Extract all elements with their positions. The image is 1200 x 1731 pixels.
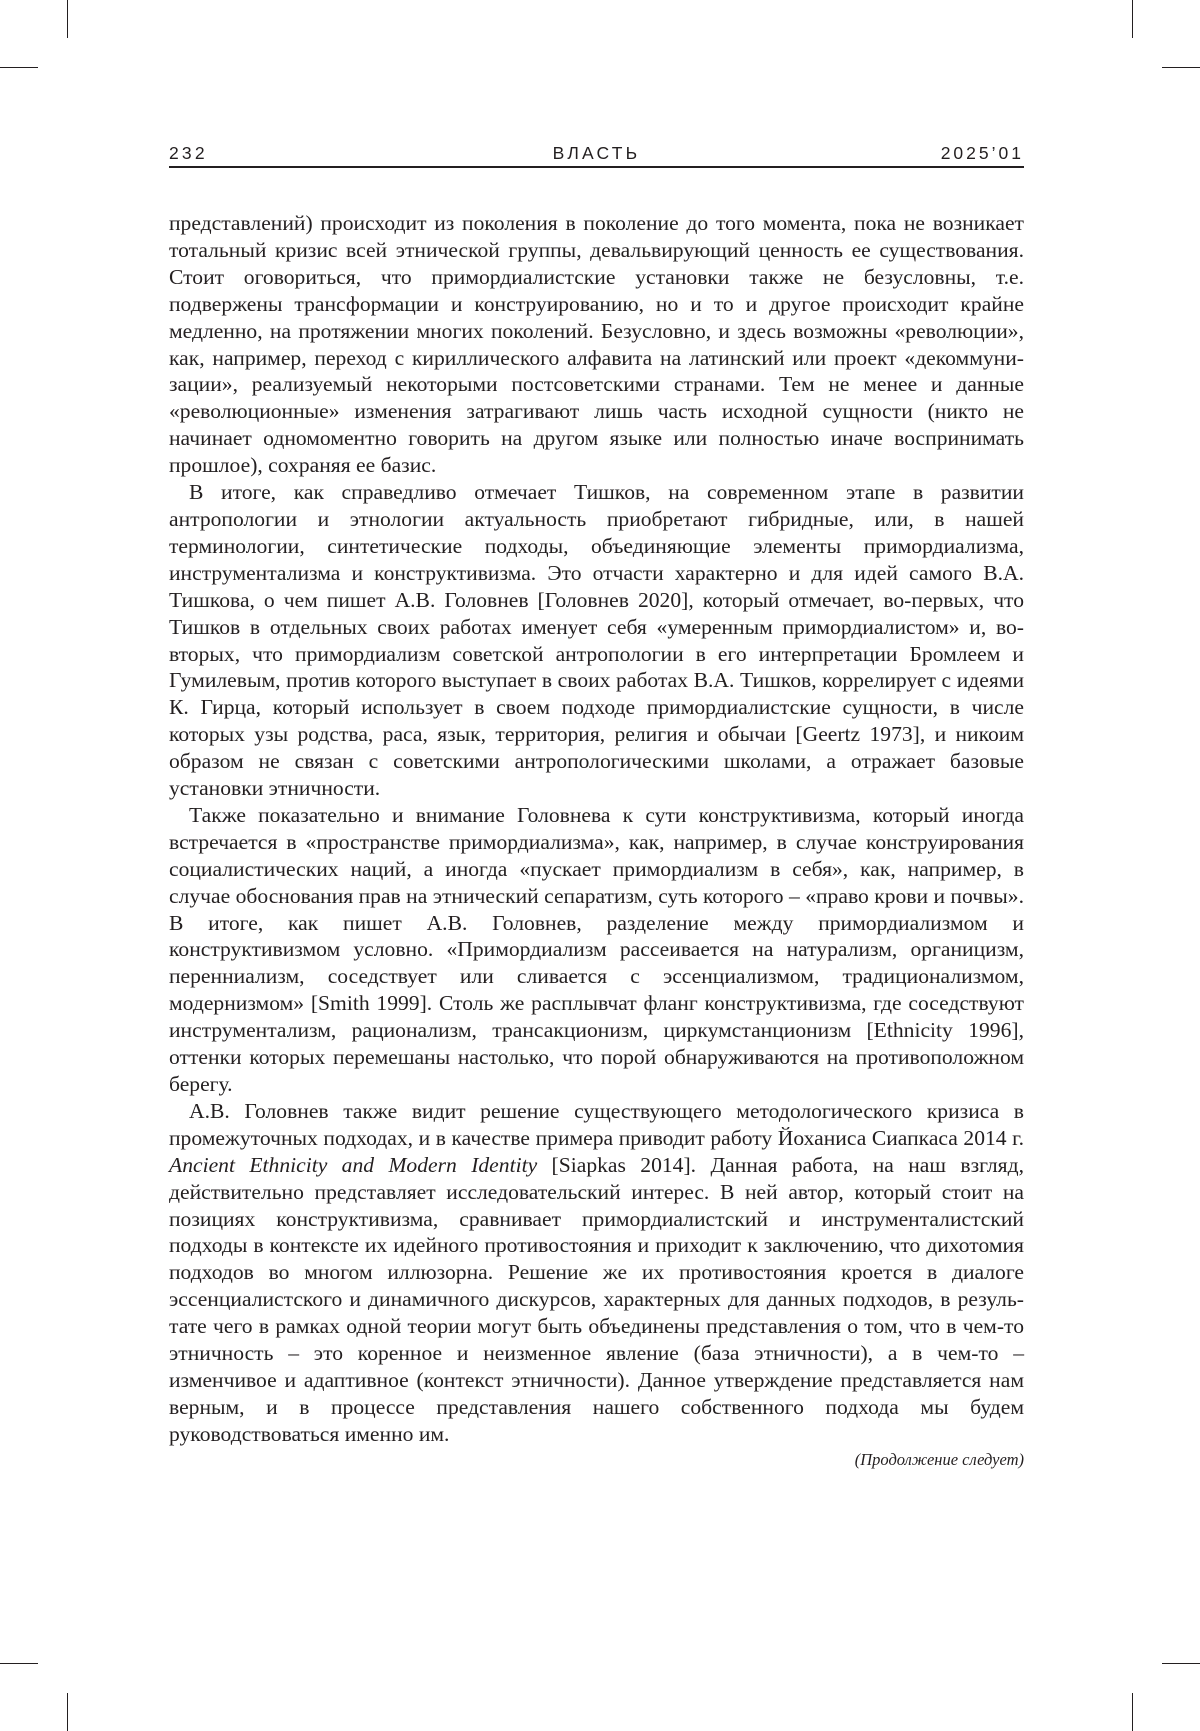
to-be-continued-note: (Продолжение следует) [854,1449,1024,1469]
paragraph-4-text-end: [Siapkas 2014]. Данная работа, на наш взгляд, действительно представляет исследовательский интерес. В ней автор, который стоит на позициях конструктивизма, сравнивает примордиалистский и инструменталистский подходы в контексте их идейного противостояния и приходит к заключению, что дихотомия подходов во многом иллюзорна. Решение же их противостояния кроется в диалоге эссенциалистского и динамичного дискурсов, характерных для данных подходов, в результате чего в рамках одной теории могут быть объединены представления о том, что в чем-то этничность – это коренное и неизменное явление (база этничности), а в чем-то – изменчивое и адаптивное (контекст этничности). Данное утверждение представляется нам верным, и в процессе представления нашего собственного подхода мы будем руководствоваться именно им. [169,1152,1024,1446]
issue-number: 2025’01 [940,143,1024,163]
crop-mark-top-left-v [67,0,68,38]
paragraph-3: Также показательно и внимание Головнева к сути конструктивизма, который иногда встречается в «пространстве примордиализма», как, например, в случае конструирования социалистических наций, а иногда «пускает примордиализм в себя», как, например, в случае обоснования прав на этнический сепаратизм, суть которого – «право крови и почвы». В итоге, как пишет А.В. Головнев, разделение между примордиализмом и конструктивизмом условно. «Примордиализм рассеивается на натурализм, органицизм, перенниализм, соседствует или сливается с эссенциализмом, традиционализмом, модернизмом» [Smith 1999]. Столь же расплывчат фланг конструктивизма, где соседствуют инструментализм, рационализм, трансакционизм, циркумстанционизм [Ethnicity 1996], оттенки которых перемешаны настолько, что порой обнаруживаются на противоположном берегу. [169,802,1024,1096]
paragraph-4-text-start: А.В. Головнев также видит решение существующего методологического кризиса в промежуточных подходах, и в качестве примера приводит работу Йоханиса Сиапкаса 2014 г. [169,1098,1024,1150]
crop-mark-top-right-v [1132,0,1133,38]
crop-mark-top-right-h [1162,67,1200,68]
journal-title: ВЛАСТЬ [552,143,641,163]
crop-mark-bottom-left-h [0,1663,38,1664]
crop-mark-top-left-h [0,67,38,68]
cited-book-title: Ancient Ethnicity and Modern Identity [169,1152,538,1177]
crop-mark-bottom-left-v [67,1693,68,1731]
paragraph-2: В итоге, как справедливо отмечает Тишков, на современном этапе в развитии антропологии и этнологии актуальность приобретают гибридные, или, в нашей терминологии, синтетические подходы, объединяющие элементы примордиализма, инструментализма и конструктивизма. Это отчасти характерно и для идей самого В.А. Тишкова, о чем пишет А.В. Головнев [Головнев 2020], который отмечает, во-первых, что Тишков в отдельных своих работах именует себя «умеренным примордиалистом» и, во-вторых, что примордиализм советской антропологии в его интерпретации Бромлеем и Гумилевым, против которого выступает в своих работах В.А. Тишков, коррелирует с идеями К. Гирца, который использует в своем подходе примордиалистские сущности, в числе которых узы родства, раса, язык, территория, религия и обычаи [Geertz 1973], и никоим образом не связан с советскими антропологическими школами, а отражает базовые установки этничности. [169,480,1024,801]
article-body [169,210,1024,1472]
crop-mark-bottom-right-v [1132,1693,1133,1731]
running-header [169,140,1024,168]
crop-mark-bottom-right-h [1162,1663,1200,1664]
page-number: 232 [169,143,208,163]
paragraph-1: представлений) происходит из поколения в поколение до того момента, пока не возникает тотальный кризис всей этнической группы, девальвирующий ценность ее существования. Стоит оговориться, что примордиалистские установки также не безусловны, т.е. подвержены трансформации и конструированию, но и то и другое происходит крайне медленно, на протяжении многих поколений. Безусловно, и здесь возможны «революции», как, например, переход с кириллического алфавита на латинский или проект «декоммунизации», реализуемый некоторыми постсоветскими странами. Тем не менее и данные «революционные» изменения затрагивают лишь часть исходной сущности (никто не начинает одномоментно говорить на другом языке или полностью иначе воспринимать прошлое), сохраняя ее базис. [169,211,1024,478]
paragraph-4 [169,1098,1024,1448]
